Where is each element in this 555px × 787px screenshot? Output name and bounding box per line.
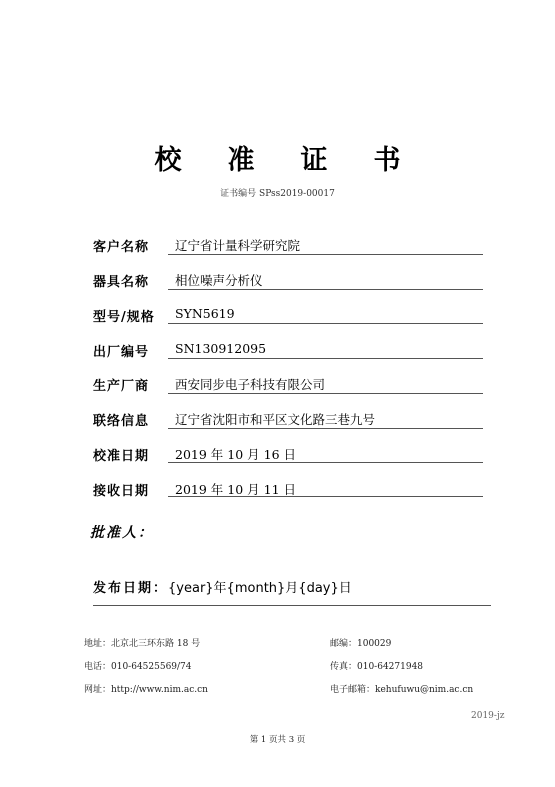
certificate-number: 证书编号 SPss2019-00017 — [220, 189, 335, 199]
issue-date-label: 发布日期： — [93, 581, 169, 596]
document-code: 2019-jz — [471, 711, 505, 721]
footer-postcode: 邮编：100029 — [330, 639, 392, 649]
model-underline — [168, 323, 483, 324]
page-number: 第 1 页共 3 页 — [249, 735, 306, 745]
manufacturer-value: 西安同步电子科技有限公司 — [175, 377, 326, 392]
approver-label: 批准人： — [90, 525, 154, 541]
receipt-date-label: 接收日期 — [93, 484, 150, 499]
manufacturer-underline — [168, 393, 483, 394]
customer-name-value: 辽宁省计量科学研究院 — [175, 238, 301, 253]
calibration-date-value: 2019 年 10 月 16 日 — [175, 447, 296, 462]
serial-number-underline — [168, 358, 483, 359]
page-title: 校准证书 — [154, 145, 447, 176]
footer-address: 地址：北京北三环东路 18 号 — [84, 639, 201, 649]
issue-date-value: {year}年{month}月{day}日 — [168, 581, 352, 596]
serial-number-value: SN130912095 — [175, 341, 267, 356]
instrument-name-value: 相位噪声分析仪 — [175, 273, 263, 288]
issue-date — [93, 577, 352, 596]
customer-name-label: 客户名称 — [93, 240, 150, 255]
issue-date-underline — [93, 605, 491, 606]
calibration-date-underline — [168, 462, 483, 463]
customer-name-underline — [168, 254, 483, 255]
footer-fax: 传真：010-64271948 — [330, 662, 424, 672]
receipt-date-underline — [168, 496, 483, 497]
contact-info-underline — [168, 428, 483, 429]
contact-info-value: 辽宁省沈阳市和平区文化路三巷九号 — [175, 412, 376, 427]
contact-info-label: 联络信息 — [93, 414, 150, 429]
manufacturer-label: 生产厂商 — [93, 379, 150, 394]
footer-website: 网址：http://www.nim.ac.cn — [84, 685, 208, 695]
receipt-date-value: 2019 年 10 月 11 日 — [175, 482, 296, 497]
footer-phone: 电话：010-64525569/74 — [84, 662, 192, 672]
instrument-name-underline — [168, 289, 483, 290]
calibration-date-label: 校准日期 — [93, 449, 150, 464]
instrument-name-label: 器具名称 — [93, 275, 150, 290]
serial-number-label: 出厂编号 — [93, 345, 150, 360]
footer-email: 电子邮箱：kehufuwu@nim.ac.cn — [330, 685, 474, 695]
model-label: 型号/规格 — [93, 310, 155, 325]
model-value: SYN5619 — [175, 306, 235, 321]
